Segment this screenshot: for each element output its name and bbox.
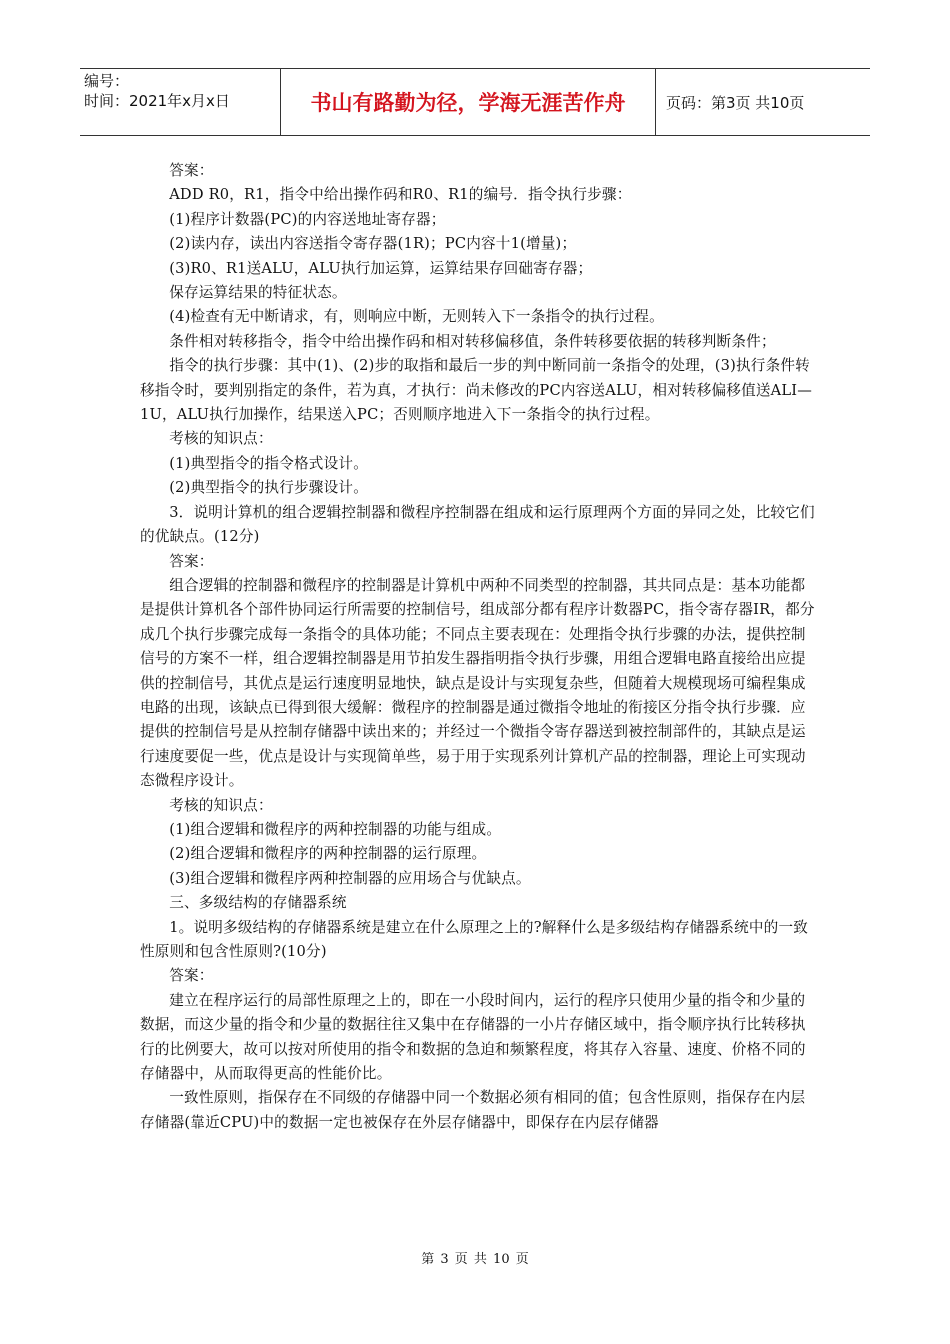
paragraph: 指令的执行步骤：其中(1)、(2)步的取指和最后一步的判中断同前一条指令的处理，(3)执行条件转移指令时，要判别指定的条件，若为真，才执行：尚未修改的PC内容送ALU，相对转移偏移值送ALI—1U，ALU执行加操作，结果送入PC；否则顺序地进入下一条指令的执行过程。	[140, 357, 813, 424]
page-header	[80, 68, 870, 136]
paragraph: 一致性原则，指保存在不同级的存储器中同一个数据必须有相同的值；包含性原则，指保存在内层存储器(靠近CPU)中的数据一定也被保存在外层存储器中，即保存在内层存储器	[140, 1089, 806, 1131]
header-meta	[80, 69, 280, 135]
paragraph: 考核的知识点：	[169, 796, 273, 814]
paragraph: 3．说明计算机的组合逻辑控制器和微程序控制器在组成和运行原理两个方面的异同之处，比较它们的优缺点。(12分)	[140, 503, 815, 546]
header-page-info: 页码：第3页 共10页	[666, 93, 805, 112]
paragraph: ADD R0，R1，指令中给出操作码和R0、R1的编号．指令执行步骤：	[169, 186, 632, 204]
paragraph: (2)典型指令的执行步骤设计。	[169, 479, 368, 497]
paragraph: 建立在程序运行的局部性原理之上的，即在一小段时间内，运行的程序只使用少量的指令和少量的数据，而这少量的指令和少量的数据往往又集中在存储器的一小片存储区域中，指令顺序执行比转移执行的比例要大，故可以按对所使用的指令和数据的急迫和频繁程度，将其存入容量、速度、价格不同的存储器中，从而取得更高的性能价比。	[140, 991, 806, 1083]
page-footer: 第 3 页 共 10 页	[421, 1252, 529, 1267]
paragraph: 答案：	[169, 162, 214, 179]
paragraph: (2)读内存，读出内容送指令寄存器(1R)；PC内容十1(增量)；	[169, 235, 577, 253]
date-label: 时间：2021年x月x日	[84, 92, 230, 110]
paragraph: 答案：	[169, 967, 214, 985]
paragraph: 考核的知识点：	[169, 430, 273, 448]
paragraph: 答案：	[169, 552, 214, 570]
paragraph: (4)检查有无中断请求，有，则响应中断，无则转入下一条指令的执行过程。	[169, 308, 664, 326]
paragraph: (3)组合逻辑和微程序两种控制器的应用场合与优缺点。	[169, 869, 531, 887]
paragraph: 1。说明多级结构的存储器系统是建立在什么原理之上的?解释什么是多级结构存储器系统中的一致性原则和包含性原则?(10分)	[140, 918, 809, 960]
paragraph: (1)组合逻辑和微程序的两种控制器的功能与组成。	[169, 820, 502, 838]
code-label: 编号：	[84, 72, 130, 90]
paragraph: 条件相对转移指令，指令中给出操作码和相对转移偏移值，条件转移要依据的转移判断条件；	[169, 332, 776, 350]
paragraph: (2)组合逻辑和微程序的两种控制器的运行原理。	[169, 845, 487, 863]
paragraph: (1)程序计数器(PC)的内容送地址寄存器；	[169, 210, 446, 228]
document-body	[140, 159, 820, 1135]
paragraph: (1)典型指令的指令格式设计。	[169, 454, 368, 472]
section-heading: 三、多级结构的存储器系统	[169, 894, 347, 912]
paragraph: 组合逻辑的控制器和微程序的控制器是计算机中两种不同类型的控制器，其共同点是：基本功能都是提供计算机各个部件协同运行所需要的控制信号，组成部分都有程序计数器PC，指令寄存器IR，都分成几个执行步骤完成每一条指令的具体功能；不同点主要表现在：处理指令执行步骤的办法，提供控制信号的方案不一样，组合逻辑控制器是用节拍发生器指明指令执行步骤，用组合逻辑电路直接给出应提供的控制信号，其优点是运行速度明显地快，缺点是设计与实现复杂些，但随着大规模现场可编程集成电路的出现，该缺点已得到很大缓解：微程序的控制器是通过微指令地址的衔接区分指令执行步骤．应提供的控制信号是从控制存储器中读出来的；并经过一个微指令寄存器送到被控制部件的，其缺点是运行速度要促一些，优点是设计与实现简单些，易于用于实现系列计算机产品的控制器，理论上可实现动态微程序设计。	[140, 576, 815, 790]
paragraph: 保存运算结果的特征状态。	[169, 284, 347, 302]
header-motto: 书山有路勤为径，学海无涯苦作舟	[280, 69, 656, 135]
paragraph: (3)R0、R1送ALU，ALU执行加运算，运算结果存回础寄存器；	[169, 259, 593, 277]
